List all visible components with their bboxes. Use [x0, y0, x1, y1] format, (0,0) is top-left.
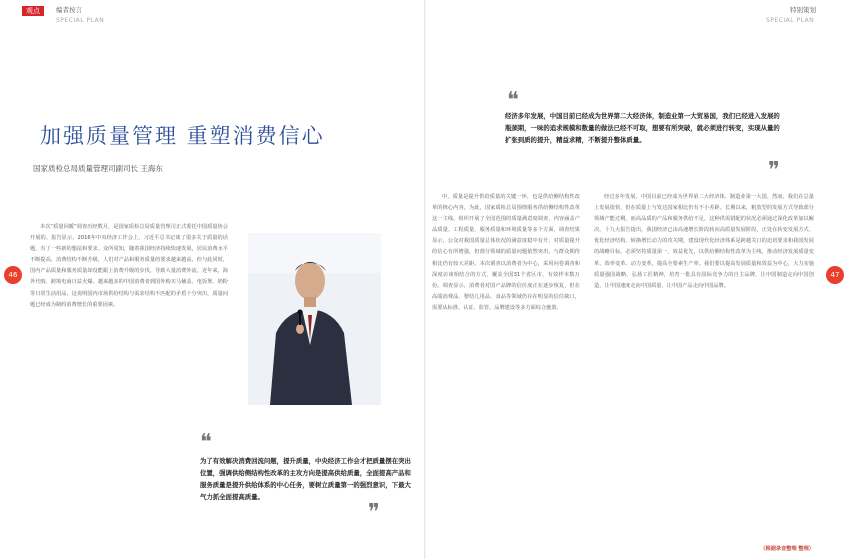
section-label-left: 编者按言 [56, 6, 82, 14]
page-number-left: 46 [4, 266, 22, 284]
section-label-right-en: SPECIAL PLAN [766, 17, 815, 24]
body-column-3-wrap [594, 192, 814, 556]
page-number-right: 47 [826, 266, 844, 284]
section-label-left-en: SPECIAL PLAN [56, 17, 105, 24]
open-quote-icon: ❝ [507, 88, 519, 113]
pull-open-quote-icon: ❝ [200, 430, 212, 455]
body-column-2: 中，质量是提升供给质量的关键一环，也是供给侧结构性改革的核心内容。为此，国家质检总局围绕服务供给侧结构性改革这一主线，组织开展了全国范围的质量满意度调查，内容涵盖产品质量、工程质量、服务质量和环境质量等多个方面，调查结果显示，公众对我国质量总体状况的满意度稳中有升，对质量提升的信心有所增强，但部分领域的质量问题依然突出，与群众期待相比仍有较大差距。本次调查以消费者为中心，采用问卷调查和深度访谈相结合的方式，覆盖全国31个省区市，有效样本数万份。调查显示，消费者对国产品牌的信任度正在逐步恢复，但在高端消费品、婴幼儿用品、食品等领域仍存在明显的信任缺口，需要从标准、认证、监管、品牌建设等多方面综合施策。 [432, 194, 580, 311]
pull-quote: 为了有效解决消费回流问题，提升质量，中央经济工作会才把质量摆在突出位置，强调供给侧结构性改革的主攻方向是提高供给质量，全面提高产品和服务质量是提升供给体系的中心任务，要树立质量第一的强烈意识，下最大气力抓全面提高质量。 [200, 457, 411, 501]
editor-note: （根据录音整理 整理） [760, 546, 814, 552]
article-author: 国家质检总局质量管理司副司长 王海东 [33, 164, 163, 173]
page-spine [424, 0, 426, 559]
close-quote-icon: ❞ [768, 158, 780, 183]
pull-close-quote-icon: ❞ [368, 500, 380, 525]
article-title: 加强质量管理 重塑消费信心 [40, 124, 325, 148]
lead-quote: 经济多年发展，中国目前已经成为世界第二大经济体，制造业第一大贸易国，我们已经进入发展的瓶颈期，一味的追求规模和数量的做法已经不可取，想要有所突破，就必须进行转变，实现从量的扩张到质的提升，精益求精，不断提升整体质量。 [505, 112, 780, 144]
speaker-photo [248, 233, 381, 405]
speaker-portrait-image [248, 233, 381, 405]
section-label-right: 特别策划 [790, 6, 816, 14]
body-column-3: 经过多年发展，中国目前已经成为世界第二大经济体、制造业第一大国。然而，我们在总量上发展很快，但在质量上与发达国家相比仍有不小差距。长期以来，粗放型的发展方式导致部分领域产能过剩，而高品质的产品和服务供给不足，这种供需错配的状况必须通过深化改革加以解决。十九大报告提出，我国经济已由高速增长阶段转向高质量发展阶段，正处在转变发展方式、优化经济结构、转换增长动力的攻关期，建设现代化经济体系是跨越关口的迫切要求和我国发展的战略目标。必须坚持质量第一、效益优先，以供给侧结构性改革为主线，推动经济发展质量变革、效率变革、动力变革，提高全要素生产率。我们要以提高发展质量和效益为中心，大力实施质量强国战略，弘扬工匠精神，培育一批具有国际竞争力的自主品牌，让中国制造走向中国创造，让中国速度走向中国质量，让中国产品走向中国品牌。 [594, 194, 814, 289]
section-badge: 观点 [22, 6, 44, 16]
body-column-1: 本次“质量回暖”调查历经数月，是国家质检总局质量管理司正式委托中国质量协会开展的。报告显示，2016年中央经济工作会上，习近平总书记谈了很多关于质量的话题，有了一些新的想法和要求。众所周知，随着我国经济持续快速发展，居民消费水平不断提高，消费结构不断升级，人们对产品和服务质量的要求越来越高，但与此同时，国内产品质量和服务质量却没能跟上消费升级的步伐，导致大量消费外流。近年来，海外代购、跨境电商日益火爆，越来越多的中国消费者到国外购买马桶盖、电饭煲、奶粉等日常生活用品，这说明国内市场供给结构与需求结构不匹配的矛盾十分突出，质量问题已经成为制约消费增长的重要因素。 [30, 224, 228, 308]
